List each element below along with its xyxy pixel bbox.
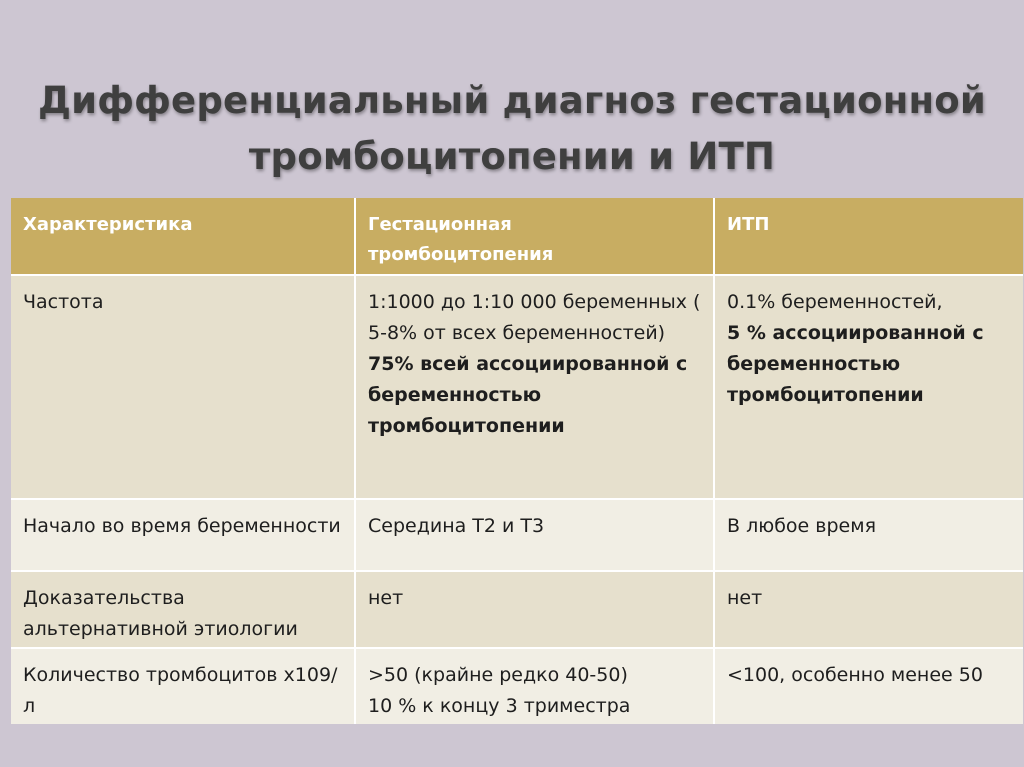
slide-title-line-2: тромбоцитопении и ИТП (248, 134, 776, 178)
cell-itp: <100, особенно менее 50 (714, 648, 1023, 724)
comparison-table (11, 198, 1023, 724)
cell-characteristic: Количество тромбоцитов х109/л (11, 648, 355, 724)
slide-title (0, 73, 1024, 185)
cell-gestational: Середина Т2 и Т3 (355, 499, 714, 571)
table-row-platelets (11, 648, 1023, 724)
table-row-onset (11, 499, 1023, 571)
cell-gestational (355, 648, 714, 724)
table-header-row (11, 198, 1023, 275)
table-row-etiology (11, 571, 1023, 648)
cell-itp (714, 275, 1023, 499)
header-gestational: Гестационная тромбоцитопения (355, 198, 714, 275)
cell-characteristic: Частота (11, 275, 355, 499)
cell-gestational: нет (355, 571, 714, 648)
cell-text-bold: 5 % ассоциированной с беременностью тромбоцитопении (727, 322, 984, 406)
cell-text: 1:1000 до 1:10 000 беременных ( 5-8% от всех беременностей) (368, 291, 701, 344)
cell-text: 0.1% беременностей, (727, 291, 943, 313)
cell-characteristic: Доказательства альтернативной этиологии (11, 571, 355, 648)
header-itp: ИТП (714, 198, 1023, 275)
cell-itp: В любое время (714, 499, 1023, 571)
cell-text: >50 (крайне редко 40-50) (368, 664, 628, 686)
cell-text: 10 % к концу 3 триместра (368, 695, 631, 717)
comparison-table-container (11, 198, 1023, 724)
cell-itp: нет (714, 571, 1023, 648)
table-row-frequency (11, 275, 1023, 499)
cell-text-bold: 75% всей ассоциированной с беременностью тромбоцитопении (368, 353, 688, 437)
header-characteristic: Характеристика (11, 198, 355, 275)
slide-title-line-1: Дифференциальный диагноз гестационной (37, 78, 987, 122)
cell-gestational (355, 275, 714, 499)
cell-characteristic: Начало во время беременности (11, 499, 355, 571)
